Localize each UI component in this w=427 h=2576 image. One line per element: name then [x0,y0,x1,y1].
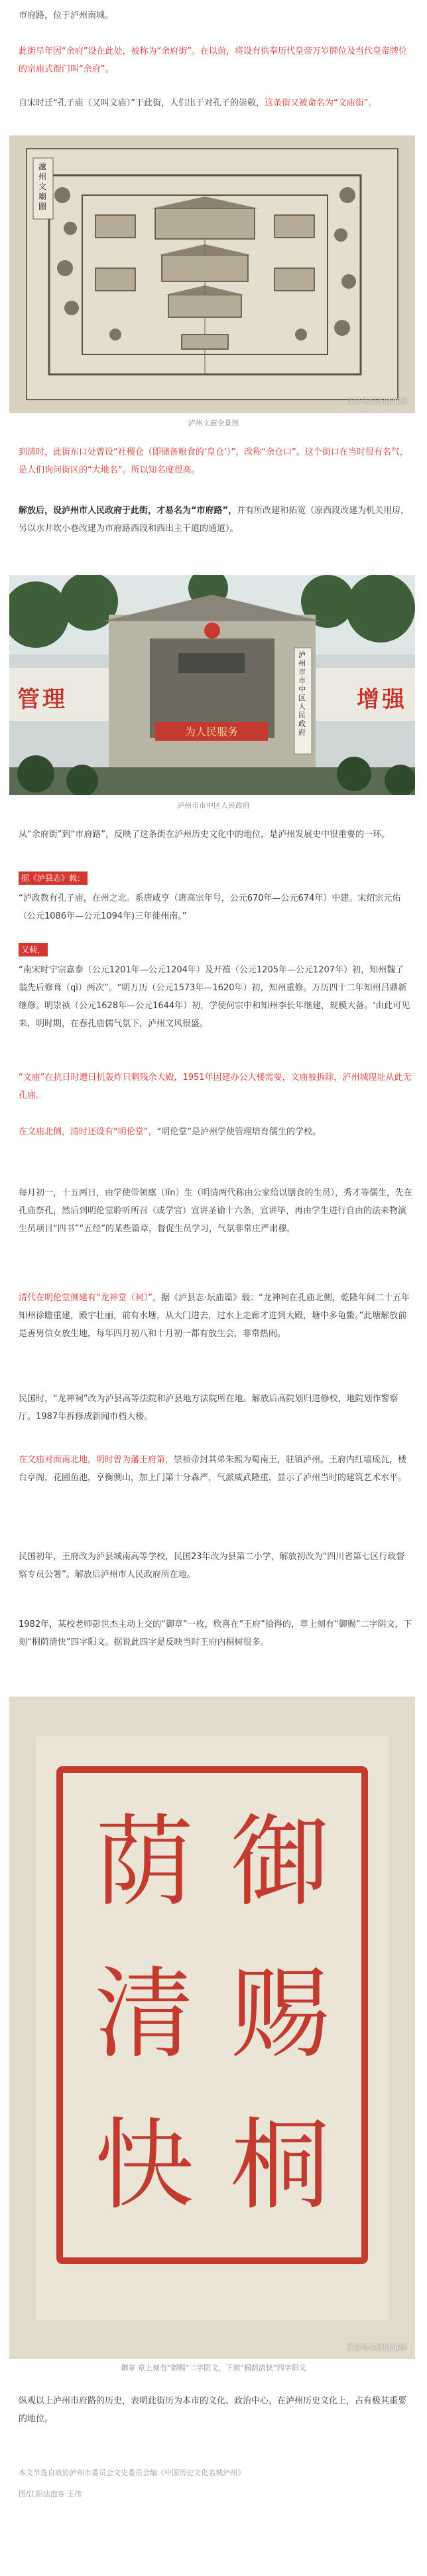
paragraph-text: 崇祯帝封其弟朱熙为蜀南王，驻镇泸州。王府内红墙琉瓦，楼台亭阁，花圃鱼池，亨衡侧山，加上门第十分森严，气派威武隆重，显示了泸州当时的建筑艺术水平。 [19,1455,407,1483]
editor-note: 图/江阳法泡客 王伟 [19,2490,82,2498]
paragraph-text: 自宋时迁“孔子庙（又叫文庙）”于此街，人们出于对孔子的崇敬， [19,98,265,108]
section-tag: 又载， [19,943,48,956]
source-note: 本文节选自政协泸州市委员会文史委员会编《中国历史文化名城泸州》 [19,2468,245,2477]
figure-caption: 泸州文庙全景图 [188,419,239,427]
seal-char: 桐 [230,2108,330,2224]
paragraph-1982: 1982年，某校老师彭世杰主动上交的“御章”一枚，欣喜在“王府”拾得的，章上刻有“御赐”二字阴文，下刻“桐荫清快”四字阳文。据说此四字是反映当时王府内桐树很多。 [19,1620,412,1647]
paragraph-early-republic: 民国初年，王府改为泸县城南高等学校，民国23年改为县第二小学，解放初改为“四川省第七区行政督察专员公署”。解放后泸州市人民政府所在地。 [19,1552,405,1580]
paragraph-text: 据《泸县志·坛庙篇》载：“龙神祠在孔庙北侧，乾隆年间二十五年知州徐瞻重建，殿宇壮丽，前有水塘，从大门进去，过水上走廊才进到大殿，塘中多龟鳖。”此塘解放前是善男信女放生地，每年四月初八和十月初一都有放生会，非常热闹。 [19,1293,410,1339]
slogan-left: 管理 [17,686,68,713]
watermark: 百家号/江阳法泡客 [346,2343,407,2352]
red-highlight: 这条街又被命名为“文庙街”。 [264,98,377,108]
red-highlight: 在文庙对面南北地，明时曾为藩王府第， [19,1455,174,1465]
wenmiao-map-image [9,135,415,413]
government-building-image [9,575,415,795]
seal-image [9,1697,415,2359]
map-label: 瀘州文廟圖 [38,162,47,211]
building-photo [9,575,415,795]
paragraph-history: 从“余府街”到“市府路”，反映了这条街在泸州历史文化中的地位，是泸州发展史中很重要的一环。 [19,830,390,840]
paragraph-qing-dragon [19,1289,412,1343]
seal-char: 赐 [230,1956,330,2072]
paragraph-republic: 民国时，“龙神祠”改为泸县高等法院和泸县地方法院所在地。解放后高院划归进修校，地院划作警察厅。1987年拆修成新闻市档大楼。 [19,1394,398,1422]
paragraph-wenmiao-demolished: “文庙”在抗日时遭日机轰炸只剩残余大殿，1951年因建办公大楼需要，文庙被拆除，泸州城隍址从此无孔庙。 [19,1073,412,1100]
section-heading-1 [19,870,412,887]
section-tag: 据《泸县志》载： [19,871,88,885]
paragraph-quote-2: “南宋时宁宗嘉泰（公元1201年—公元1204年）及开禧（公元1205年—公元1207年）初，知州魏了翁先后修葺（qì）两次”。“明万历（公元1573年—1620年）初，知州重修。万历四十二年知州吕鼎新继修。明崇祯（公元1628年—公元1644年）初，学使何宗中和知州李长年继建，规模大备。‘由此可见来，明时期，在春孔庙儒气氛下，泸州文风很盛。 [19,965,410,1029]
map-drawing [9,135,415,413]
red-banner: 为人民服务 [184,725,238,738]
paragraph-text: “明伦堂”是泸州学使管理培育儒生的学校。 [156,1127,321,1137]
bold-highlight: 解放后，设泸州市人民政府于此街，才易名为“市府路”， [19,506,237,516]
slogan-right: 增强 [357,686,407,713]
paragraph-quote-1: “泸政教有孔子庙，在州之北。系唐咸亨（唐高宗年号，公元670年—公元674年）中建。宋绍宗元佑（公元1086年—公元1094年)三年徙州南。” [19,893,401,921]
paragraph-monthly: 每月初一，十五两日，由学使带领廪（lǐn）生（明清两代称由公家给以膳食的生员），秀才等儒生，先在孔庙祭孔，然后到明伦堂聆听所召（或学官）宣讲圣谕十六条，宣讲毕，再由学生进行自由的法来物演生员项目“四书”“五经”的某些篇章，督促生员学习，气氛非常庄严肃穆。 [19,1188,412,1234]
figure-caption: 御章 章上刻有“御赐”二字阴文，下刻“桐荫清快”四字阳文 [121,2364,306,2372]
red-highlight: 在文庙北侧，清时还设有“明伦堂”， [19,1127,157,1137]
watermark: 百家号/江阳法泡客 [346,397,407,406]
intro-line: 市府路，位于泸州南城。 [19,11,114,21]
paragraph-mingde [19,1123,412,1141]
paragraph-wangfu [19,1451,412,1487]
seal-char: 荫 [94,1805,194,1920]
seal-characters [78,1789,346,2241]
red-highlight: 到清时，此街东口处曾设“社稷仓（即储备粮食的‘皇仓’）”，改称“余仓口”。这个街口在当时很有名气，是人们询问街区的“大地名”。所以知名度很高。 [19,447,408,475]
paragraph-naming-1: 此街早年因“余府”设在此处，被称为“余府街”。在以前，将设有供奉历代皇帝万岁牌位及当代皇帝牌位的宗庙式衙门叫“余府”。 [19,46,407,74]
red-highlight: 清代在明伦堂侧建有“龙神堂（祠）”， [19,1293,161,1303]
paragraph-text: 并有所改建和拓宽（原西段改建为机关用房，另以水井坎小巷改建为市府路西段和西出主干道的通道）。 [19,506,410,534]
government-plaque: 泸州市市中区人民政府 [298,650,306,737]
seal-char: 御 [230,1805,330,1920]
seal-char: 快 [94,2108,194,2224]
paragraph-qing [19,443,412,479]
paragraph-summary: 纵观以上泸州市府路的历史，表明此街历为本市的文化、政治中心，在泸州历史文化上，占有极其重要的地位。 [19,2396,407,2424]
figure-caption: 泸州市市中区人民政府 [177,801,250,810]
paragraph-liberation [19,502,412,538]
section-heading-2 [19,941,412,959]
paragraph-naming-2 [19,94,412,112]
seal-char: 清 [94,1956,194,2072]
